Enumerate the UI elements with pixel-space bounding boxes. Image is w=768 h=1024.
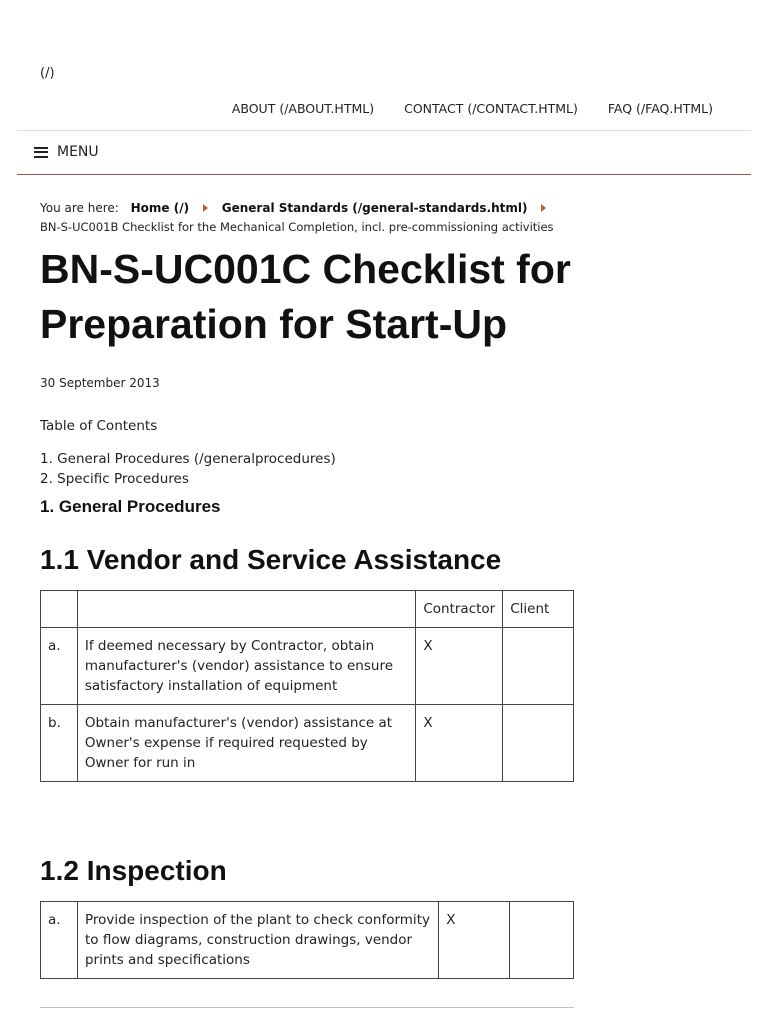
- vendor-assistance-table: [40, 590, 574, 782]
- nav-contact-link[interactable]: CONTACT (/CONTACT.HTML): [404, 101, 578, 116]
- table-cell-description: Obtain manufacturer's (vendor) assistance at Owner's expense if required requested by Owner for run in: [77, 705, 416, 782]
- table-header-row: [41, 591, 574, 628]
- publish-date: 30 September 2013: [40, 376, 160, 390]
- table-row: [41, 705, 574, 782]
- breadcrumb-lead: You are here:: [40, 201, 119, 215]
- table-cell-contractor: X: [416, 705, 503, 782]
- header-divider: [17, 130, 751, 131]
- table-cell-index: a.: [41, 628, 78, 705]
- table-header-contractor: Contractor: [416, 591, 503, 628]
- table-cell-contractor: X: [416, 628, 503, 705]
- breadcrumb: [40, 199, 740, 237]
- table-cell-client: [503, 705, 574, 782]
- table-cell: [77, 591, 416, 628]
- table-cell-description: If deemed necessary by Contractor, obtain manufacturer's (vendor) assistance to ensure satisfactory installation of equipment: [77, 628, 416, 705]
- inspection-table: [40, 901, 574, 979]
- table-row: [41, 902, 574, 979]
- table-cell-client: [503, 628, 574, 705]
- section-heading-general-procedures: 1. General Procedures: [40, 497, 221, 516]
- breadcrumb-general-standards-link[interactable]: General Standards (/general-standards.html): [221, 201, 528, 215]
- nav-about-link[interactable]: ABOUT (/ABOUT.HTML): [231, 101, 375, 116]
- content-divider: [40, 1007, 574, 1008]
- table-cell-index: b.: [41, 705, 78, 782]
- table-cell-description: Provide inspection of the plant to check conformity to flow diagrams, construction drawings, vendor prints and specifications: [77, 902, 438, 979]
- table-cell: [41, 591, 78, 628]
- chevron-right-icon: [541, 204, 546, 212]
- toc-item-specific-procedures[interactable]: 2. Specific Procedures: [40, 471, 189, 487]
- menu-button[interactable]: [34, 144, 99, 160]
- table-cell-index: a.: [41, 902, 78, 979]
- toc-title: Table of Contents: [40, 418, 158, 434]
- hamburger-icon: [34, 147, 48, 158]
- chevron-right-icon: [203, 204, 208, 212]
- table-header-client: Client: [503, 591, 574, 628]
- breadcrumb-current: BN-S-UC001B Checklist for the Mechanical Completion, incl. pre-commissioning activities: [40, 220, 554, 234]
- page-title: BN-S-UC001C Checklist for Preparation for Start-Up: [40, 246, 571, 347]
- table-row: [41, 628, 574, 705]
- menu-divider: [17, 174, 751, 175]
- nav-faq-link[interactable]: FAQ (/FAQ.HTML): [607, 101, 713, 116]
- menu-label: MENU: [57, 144, 99, 160]
- top-nav: [232, 101, 713, 116]
- table-cell-client: [510, 902, 574, 979]
- subsection-heading-inspection: 1.2 Inspection: [40, 855, 227, 886]
- home-link[interactable]: (/): [40, 66, 55, 81]
- subsection-heading-vendor-assistance: 1.1 Vendor and Service Assistance: [40, 544, 502, 575]
- toc-list: [40, 449, 336, 489]
- toc-item-general-procedures[interactable]: 1. General Procedures (/generalprocedures): [40, 451, 336, 467]
- table-cell-contractor: X: [439, 902, 510, 979]
- breadcrumb-home-link[interactable]: Home (/): [130, 201, 190, 215]
